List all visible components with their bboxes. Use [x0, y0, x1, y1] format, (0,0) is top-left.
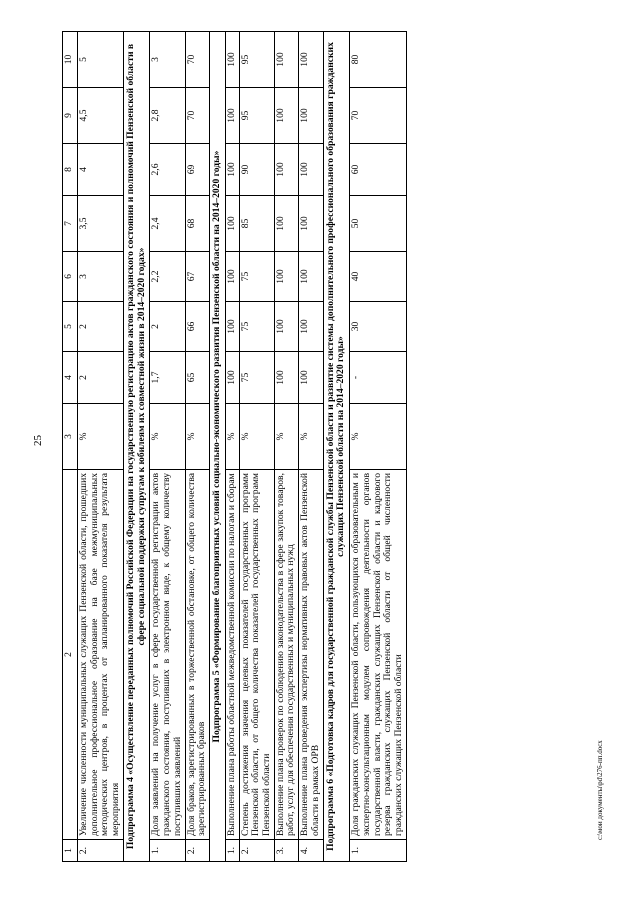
value-cell: 3 — [150, 32, 185, 88]
value-cell: 100 — [274, 252, 298, 302]
value-cell: 100 — [299, 302, 323, 352]
unit-cell: % — [225, 404, 239, 470]
value-cell: 100 — [225, 196, 239, 252]
subprogram-title: Подпрограмма 6 «Подготовка кадров для государственной гражданской службы Пензенской области и развитие системы дополнительного профессионального образования гражданских служащих Пензенской области на 2014–2020 годы» — [323, 32, 349, 862]
value-cell: 100 — [299, 144, 323, 196]
value-cell: 100 — [299, 32, 323, 88]
row-number: 1. — [350, 840, 407, 862]
value-cell: 60 — [350, 144, 407, 196]
subprogram-row — [123, 32, 149, 862]
value-cell: 75 — [239, 352, 274, 404]
header-cell: 10 — [63, 32, 78, 88]
value-cell: 100 — [299, 352, 323, 404]
value-cell: 100 — [274, 88, 298, 144]
unit-cell: % — [274, 404, 298, 470]
value-cell: 100 — [299, 88, 323, 144]
indicator-name: Доля браков, зарегистрированных в торжественной обстановке, от общего количества зарегистрированных браков — [185, 470, 209, 840]
value-cell: 2,2 — [150, 252, 185, 302]
header-cell: 9 — [63, 88, 78, 144]
indicator-name: Доля заявлений на получение услуг в сфере государственной регистрации актов гражданского состояния, поступивших в электронном виде, к общему количеству поступивших заявлений — [150, 470, 185, 840]
value-cell: 5 — [78, 32, 124, 88]
header-cell: 1 — [63, 840, 78, 862]
value-cell: - — [350, 352, 407, 404]
table-row — [225, 32, 239, 862]
header-cell: 3 — [63, 404, 78, 470]
value-cell: 75 — [239, 252, 274, 302]
value-cell: 2,4 — [150, 196, 185, 252]
subprogram-row — [210, 32, 226, 862]
value-cell: 75 — [239, 302, 274, 352]
footer-file-path: c:\мои документы\pd\276-пп.docx — [596, 740, 604, 840]
value-cell: 2,8 — [150, 88, 185, 144]
header-cell: 6 — [63, 252, 78, 302]
subprogram-row — [323, 32, 349, 862]
value-cell: 68 — [185, 196, 209, 252]
value-cell: 100 — [225, 32, 239, 88]
value-cell: 95 — [239, 88, 274, 144]
table-row — [78, 32, 124, 862]
value-cell: 69 — [185, 144, 209, 196]
indicator-name: Увеличение численности муниципальных служащих Пензенской области, прошедших дополнительное профессиональное образование на базе межмуниципальных методических центров, в процентах от запланированного показателя результата мероприятия — [78, 470, 124, 840]
value-cell: 50 — [350, 196, 407, 252]
table-row — [239, 32, 274, 862]
header-cell: 2 — [63, 470, 78, 840]
header-cell: 8 — [63, 144, 78, 196]
indicator-name: Выполнение плана работы областной межведомственной комиссии по налогам и сборам — [225, 470, 239, 840]
value-cell: 100 — [299, 196, 323, 252]
unit-cell: % — [350, 404, 407, 470]
header-row — [63, 32, 78, 862]
page-number: 25 — [32, 435, 44, 446]
value-cell: 100 — [274, 196, 298, 252]
value-cell: 100 — [225, 302, 239, 352]
value-cell: 67 — [185, 252, 209, 302]
table-row — [350, 32, 407, 862]
value-cell: 100 — [225, 88, 239, 144]
value-cell: 65 — [185, 352, 209, 404]
indicator-name: Выполнение плана проверок по соблюдению законодательства в сфере закупок товаров, работ, услуг для обеспечения государственных и муниципальных нужд — [274, 470, 298, 840]
value-cell: 100 — [225, 144, 239, 196]
indicator-name: Доля гражданских служащих Пензенской области, пользующихся образовательным и экспертно-консультационным модулем сопровождения деятельности органов государственной власти, гражданских служащих Пензенской области и кадрового резерва гражданских служащих Пензенской области от общей численности гражданских служащих Пензенской области — [350, 470, 407, 840]
unit-cell: % — [239, 404, 274, 470]
value-cell: 80 — [350, 32, 407, 88]
subprogram-title: Подпрограмма 4 «Осуществление переданных полномочий Российской Федерации на государственную регистрацию актов гражданского состояния и полномочий Пензенской области в сфере социальной поддержки супругам к юбилеям их совместной жизни в 2014–2020 годах» — [123, 32, 149, 862]
value-cell: 2 — [78, 352, 124, 404]
subprogram-title: Подпрограмма 5 «Формирование благоприятных условий социально-экономического развития Пензенской области на 2014–2020 годы» — [210, 32, 226, 862]
row-number: 2. — [185, 840, 209, 862]
value-cell: 100 — [299, 252, 323, 302]
value-cell: 3,5 — [78, 196, 124, 252]
row-number: 2. — [239, 840, 274, 862]
row-number: 4. — [299, 840, 323, 862]
value-cell: 30 — [350, 302, 407, 352]
value-cell: 100 — [225, 252, 239, 302]
unit-cell: % — [299, 404, 323, 470]
value-cell: 100 — [274, 302, 298, 352]
value-cell: 100 — [274, 352, 298, 404]
indicator-name: Степень достижения значения целевых показателей государственных программ Пензенской области, от общего количества показателей государственных программ Пензенской области — [239, 470, 274, 840]
value-cell: 2,6 — [150, 144, 185, 196]
indicators-table — [62, 31, 407, 862]
header-cell: 4 — [63, 352, 78, 404]
table-row — [274, 32, 298, 862]
rotated-table-container — [62, 32, 612, 862]
value-cell: 3 — [78, 252, 124, 302]
value-cell: 1,7 — [150, 352, 185, 404]
value-cell: 70 — [185, 32, 209, 88]
row-number: 1. — [150, 840, 185, 862]
value-cell: 66 — [185, 302, 209, 352]
value-cell: 2 — [150, 302, 185, 352]
row-number: 3. — [274, 840, 298, 862]
value-cell: 100 — [225, 352, 239, 404]
value-cell: 100 — [274, 32, 298, 88]
header-cell: 7 — [63, 196, 78, 252]
row-number: 1. — [225, 840, 239, 862]
value-cell: 70 — [185, 88, 209, 144]
unit-cell: % — [78, 404, 124, 470]
value-cell: 85 — [239, 196, 274, 252]
table-row — [185, 32, 209, 862]
value-cell: 4,5 — [78, 88, 124, 144]
header-cell: 5 — [63, 302, 78, 352]
value-cell: 95 — [239, 32, 274, 88]
table-body — [63, 32, 407, 862]
value-cell: 70 — [350, 88, 407, 144]
value-cell: 2 — [78, 302, 124, 352]
value-cell: 40 — [350, 252, 407, 302]
unit-cell: % — [185, 404, 209, 470]
table-row — [299, 32, 323, 862]
row-number: 2. — [78, 840, 124, 862]
value-cell: 4 — [78, 144, 124, 196]
value-cell: 90 — [239, 144, 274, 196]
table-row — [150, 32, 185, 862]
indicator-name: Выполнение плана проведения экспертизы нормативных правовых актов Пензенской области в рамках ОРВ — [299, 470, 323, 840]
value-cell: 100 — [274, 144, 298, 196]
unit-cell: % — [150, 404, 185, 470]
